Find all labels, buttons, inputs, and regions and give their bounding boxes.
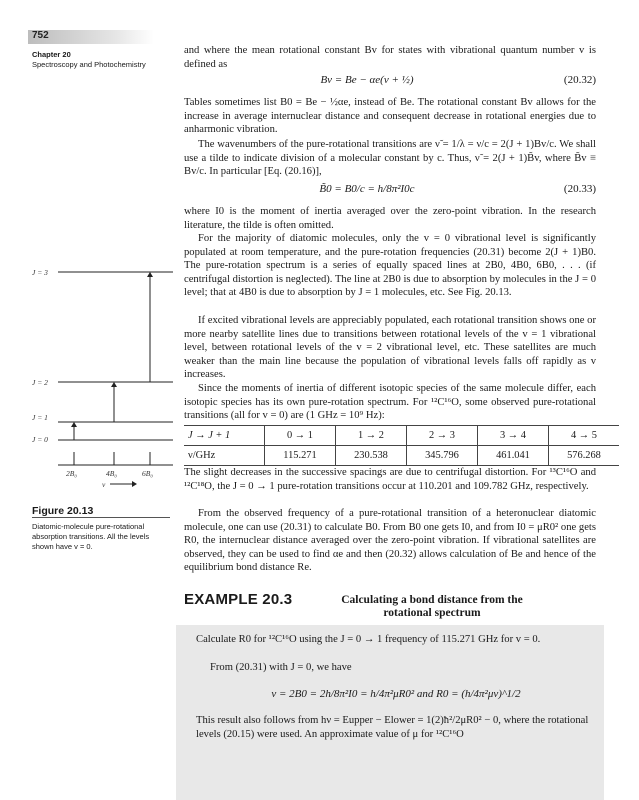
- axis-label-2b0: 2B₀: [66, 469, 77, 478]
- example-title: Calculating a bond distance from the rotational spectrum: [341, 594, 523, 619]
- table-cell: 2 → 3: [407, 426, 478, 446]
- figure-label: Figure 20.13: [32, 505, 94, 517]
- nu-arrowhead: [132, 481, 137, 487]
- table-cell: 461.041: [478, 446, 549, 466]
- figure-caption: Diatomic-molecule pure-rotational absorption transitions. All the levels shown have v = 0.: [32, 522, 150, 551]
- arrowhead-3: [147, 272, 153, 277]
- chapter-label: Chapter 20: [32, 50, 71, 59]
- axis-label-4b0: 4B₀: [106, 469, 117, 478]
- table-row: [184, 446, 619, 466]
- arrowhead-2: [111, 382, 117, 387]
- arrowhead-1: [71, 422, 77, 427]
- level-label-j0: J = 0: [32, 435, 48, 444]
- example-heading: [184, 591, 523, 619]
- paragraph-3: The wavenumbers of the pure-rotational transitions are ν̃ = 1/λ = ν/c = 2(J + 1)Bv/c. We shall use a tilde to indicate division of a molecular constant by c. Thus, ν̃ = 2(J + 1)B̃v, where B̃v ≡ Bv/c. In particular [Eq. (20.16)],: [184, 139, 596, 178]
- example-box: [176, 625, 604, 800]
- table-cell: J → J + 1: [184, 426, 265, 446]
- axis-label-6b0: 6B₀: [142, 469, 153, 478]
- table-cell: 0 → 1: [265, 426, 336, 446]
- equation-20-33: B̃0 = B0/c = h/8π²I0c (20.33): [319, 183, 596, 195]
- table-cell: 4 → 5: [549, 426, 620, 446]
- paragraph-4: where I0 is the moment of inertia averaged over the zero-point vibration. In the research literature, the tilde is often omitted.: [184, 206, 596, 231]
- paragraph-9: From the observed frequency of a pure-rotational transition of a heteronuclear diatomic molecule, one can use (20.31) to calculate B0. From B0 one gets I0, and from I0 = μR0² one gets R0, the internuclear distance averaged over the zero-point vibration. If vibrational satellites are observed, they can be used to find αe and then (20.32) allows calculation of Be and hence of the equilibrium bond distance Re.: [184, 508, 596, 574]
- table-cell: 345.796: [407, 446, 478, 466]
- example-equation: ν = 2B0 = 2h/8π²I0 = h/4π²μR0² and R0 = (h/4π²μν)^1/2: [271, 688, 521, 700]
- paragraph-6: If excited vibrational levels are appreciably populated, each rotational transition shows one or more nearby satellite lines due to transitions between rotational levels of the v = 1 vibrational level, between rotational levels of the v = 2 vibrational level, etc. These satellites are much weaker than the main line because the population of vibrational levels falls off rapidly as v increases.: [184, 315, 596, 381]
- chapter-title: Spectroscopy and Photochemistry: [32, 60, 146, 69]
- figure-divider: [32, 517, 170, 518]
- paragraph-7: Since the moments of inertia of different isotopic species of the same molecule differ, each isotopic species has its own pure-rotation spectrum. For ¹²C¹⁶O, some observed pure-rotational transitions (all for v = 0) are (1 GHz = 10⁹ Hz):: [184, 383, 596, 422]
- page-number: 752: [32, 30, 49, 41]
- example-tag: EXAMPLE 20.3: [184, 591, 293, 608]
- example-question: Calculate R0 for ¹²C¹⁶O using the J = 0 → 1 frequency of 115.271 GHz for v = 0.: [196, 634, 541, 645]
- level-label-j2: J = 2: [32, 378, 48, 387]
- energy-level-diagram: [28, 260, 178, 500]
- example-step-2: This result also follows from hν = Eupper − Elower = 1(2)ħ²/2μR0² − 0, where the rotational levels (20.15) were used. An approximate value of μ for ¹²C¹⁶O: [196, 715, 589, 740]
- table-cell: 115.271: [265, 446, 336, 466]
- table-cell: 3 → 4: [478, 426, 549, 446]
- example-step-1: From (20.31) with J = 0, we have: [210, 662, 352, 673]
- paragraph-1: and where the mean rotational constant Bv for states with vibrational quantum number v is defined as: [184, 45, 596, 70]
- frequency-table: [184, 425, 619, 466]
- level-label-j3: J = 3: [32, 268, 48, 277]
- equation-20-32: Bv = Be − αe(v + ½) (20.32): [320, 74, 596, 86]
- nu-label: ν: [102, 480, 106, 489]
- table-cell: 576.268: [549, 446, 620, 466]
- paragraph-8: The slight decreases in the successive spacings are due to centrifugal distortion. For ¹³C¹⁶O and ¹²C¹⁸O, the J = 0 → 1 pure-rotation transitions occur at 110.201 and 109.782 GHz, respectively.: [184, 467, 596, 492]
- paragraph-5: For the majority of diatomic molecules, only the v = 0 vibrational level is significantly populated at room temperature, and the pure-rotation frequencies (20.31) become 2(J + 1)B0. The pure-rotation spectrum is a series of equally spaced lines at 2B0, 4B0, 6B0, . . . (if centrifugal distortion is neglected). The line at 2B0 is due to absorption by molecules in the J = 0 level; that at 4B0 is due to absorption by J = 1 molecules, etc. See Fig. 20.13.: [184, 233, 596, 299]
- table-cell: 230.538: [336, 446, 407, 466]
- table-cell: ν/GHz: [184, 446, 265, 466]
- level-label-j1: J = 1: [32, 413, 48, 422]
- table-header-row: [184, 426, 619, 446]
- table-cell: 1 → 2: [336, 426, 407, 446]
- paragraph-2: Tables sometimes list B0 = Be − ½αe, instead of Be. The rotational constant Bv allows for the increase in average internuclear distance and consequent decrease in rotational energies due to anharmonic vibration.: [184, 97, 596, 136]
